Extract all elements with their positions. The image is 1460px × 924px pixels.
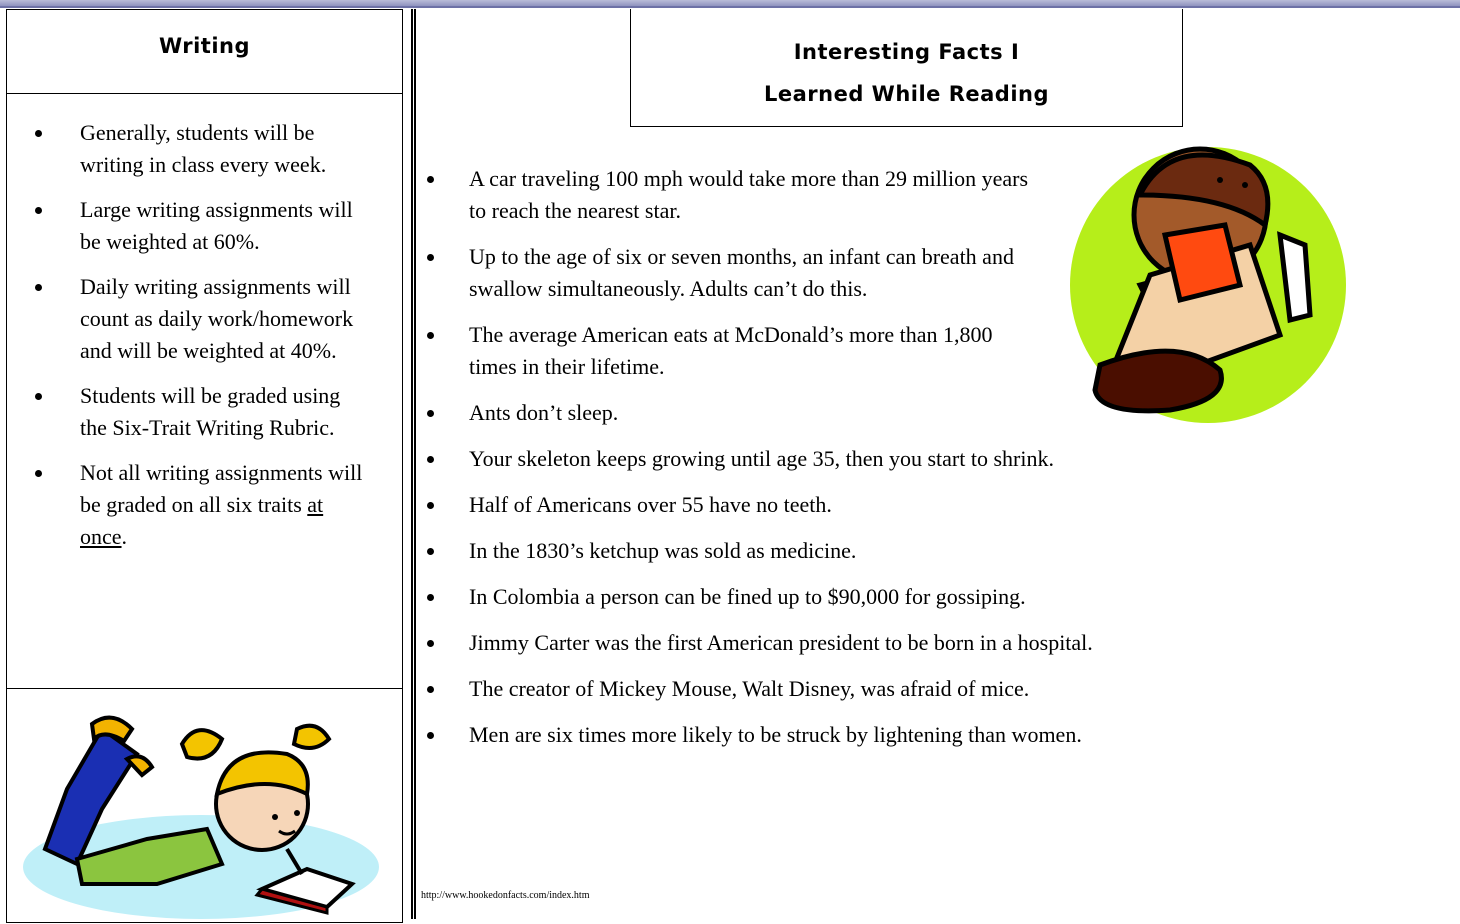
bullet-icon <box>35 130 42 137</box>
bullet-icon <box>427 686 434 693</box>
list-item: Men are six times more likely to be struck by lightening than women. <box>415 719 1455 751</box>
bullet-icon <box>427 732 434 739</box>
bullet-icon <box>35 470 42 477</box>
list-item: A car traveling 100 mph would take more than 29 million years to reach the nearest star. <box>415 163 1029 227</box>
writing-list-box <box>6 93 403 689</box>
list-item: Generally, students will be writing in class every week. <box>7 117 372 181</box>
facts-list <box>415 163 1455 765</box>
bullet-icon <box>35 393 42 400</box>
bullet-icon <box>427 456 434 463</box>
list-item: Students will be graded using the Six-Trait Writing Rubric. <box>7 380 372 444</box>
list-item: In the 1830’s ketchup was sold as medicine. <box>415 535 1455 567</box>
bullet-icon <box>35 284 42 291</box>
source-url: http://www.hookedonfacts.com/index.htm <box>421 890 590 901</box>
bullet-icon <box>427 594 434 601</box>
bullet-icon <box>427 332 434 339</box>
list-item: Ants don’t sleep. <box>415 397 1455 429</box>
list-item: Large writing assignments will be weighted at 60%. <box>7 194 372 258</box>
bullet-icon <box>427 502 434 509</box>
facts-heading-box <box>630 9 1183 127</box>
top-border-line <box>0 6 1460 8</box>
bullet-icon <box>427 254 434 261</box>
facts-heading <box>631 31 1182 115</box>
bullet-icon <box>35 207 42 214</box>
bullet-icon <box>427 176 434 183</box>
girl-writing-clipart <box>7 689 401 919</box>
underlined-text: at once <box>80 492 324 549</box>
facts-heading-line2: Learned While Reading <box>763 82 1050 106</box>
writing-list <box>7 117 372 566</box>
writing-heading-box <box>6 9 403 94</box>
writing-heading: Writing <box>158 34 251 58</box>
list-item: The creator of Mickey Mouse, Walt Disney, was afraid of mice. <box>415 673 1455 705</box>
divider-line <box>411 9 413 919</box>
bullet-icon <box>427 410 434 417</box>
list-item: In Colombia a person can be fined up to $90,000 for gossiping. <box>415 581 1455 613</box>
list-item: Daily writing assignments will count as daily work/homework and will be weighted at 40%. <box>7 271 372 367</box>
list-item: Half of Americans over 55 have no teeth. <box>415 489 1455 521</box>
list-item: Not all writing assignments will be graded on all six traits at once. <box>7 457 372 553</box>
list-item: The average American eats at McDonald’s more than 1,800 times in their lifetime. <box>415 319 1029 383</box>
bullet-icon <box>427 640 434 647</box>
bullet-icon <box>427 548 434 555</box>
clipart-box <box>6 688 403 923</box>
list-item: Your skeleton keeps growing until age 35, then you start to shrink. <box>415 443 1455 475</box>
list-item: Up to the age of six or seven months, an infant can breath and swallow simultaneously. Adults can’t do this. <box>415 241 1049 305</box>
facts-heading-line1: Interesting Facts I <box>793 40 1020 64</box>
list-item: Jimmy Carter was the first American president to be born in a hospital. <box>415 627 1455 659</box>
